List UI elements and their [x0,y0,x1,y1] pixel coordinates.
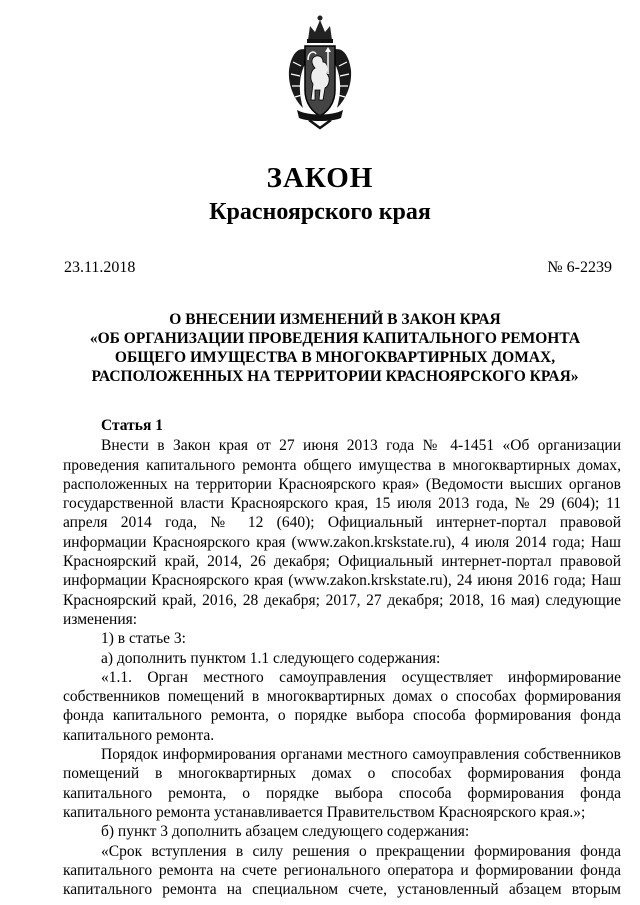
article-paragraph: «Срок вступления в силу решения о прекращении формирования фонда капитального ремонта на счете регионального оператора и формировании фонда капитального ремонта на специальном счете, установленный абзацем вторым [63,842,621,899]
article-title: Статья 1 [101,417,163,434]
article-paragraph: б) пункт 3 дополнить абзацем следующего содержания: [101,823,470,841]
law-number: № 6-2239 [547,259,612,276]
heading-line: РАСПОЛОЖЕННЫХ НА ТЕРРИТОРИИ КРАСНОЯРСКОГО КРАЯ» [91,368,579,385]
article-paragraph: Порядок информирования органами местного самоуправления собственников помещений в многоквартирных домах о способах формирования фонда капитального ремонта, о порядке выбора способа формирования фонда капитального ремонта устанавливается Правительством Красноярского края.»; [63,746,621,821]
heading-line: О ВНЕСЕНИИ ИЗМЕНЕНИЙ В ЗАКОН КРАЯ [169,311,501,328]
law-title: ЗАКОН [266,162,374,194]
heading-line: ОБЩЕГО ИМУЩЕСТВА В МНОГОКВАРТИРНЫХ ДОМАХ, [114,349,556,366]
law-date: 23.11.2018 [64,259,136,276]
article-paragraph: Внести в Закон края от 27 июня 2013 года № 4-1451 «Об организации проведения капитального ремонта общего имущества в многоквартирных домах, расположенных на территории Красноярского края» (Ведомости высших органов государственной власти Красноярского края, 15 июля 2013 года, № 29 (604); 11 апреля 2014 года, № 12 (640); Официальный интернет-портал правовой информации Красноярского края (www.zakon.krskstate.ru), 4 июля 2014 года; Наш Красноярский край, 2014, 26 декабря; Официальный интернет-портал правовой информации Красноярского края (www.zakon.krskstate.ru), 24 июня 2016 года; Наш Красноярский край, 2016, 28 декабря; 2017, 27 декабря; 2018, 16 мая) следующие изменения: [63,437,621,628]
law-subtitle: Красноярского края [209,199,431,225]
article-body [63,416,621,899]
article-paragraph: 1) в статье 3: [101,630,186,648]
coat-of-arms-icon [287,12,353,132]
article-paragraph: а) дополнить пунктом 1.1 следующего содержания: [101,649,441,667]
heading-line: «ОБ ОРГАНИЗАЦИИ ПРОВЕДЕНИЯ КАПИТАЛЬНОГО РЕМОНТА [89,330,581,347]
law-heading [40,310,630,386]
article-paragraph: «1.1. Орган местного самоуправления осуществляет информирование собственников помещений в многоквартирных домах о способах формирования фонда капитального ремонта, о порядке выбора способа формирования фонда капитального ремонта. [63,668,621,744]
